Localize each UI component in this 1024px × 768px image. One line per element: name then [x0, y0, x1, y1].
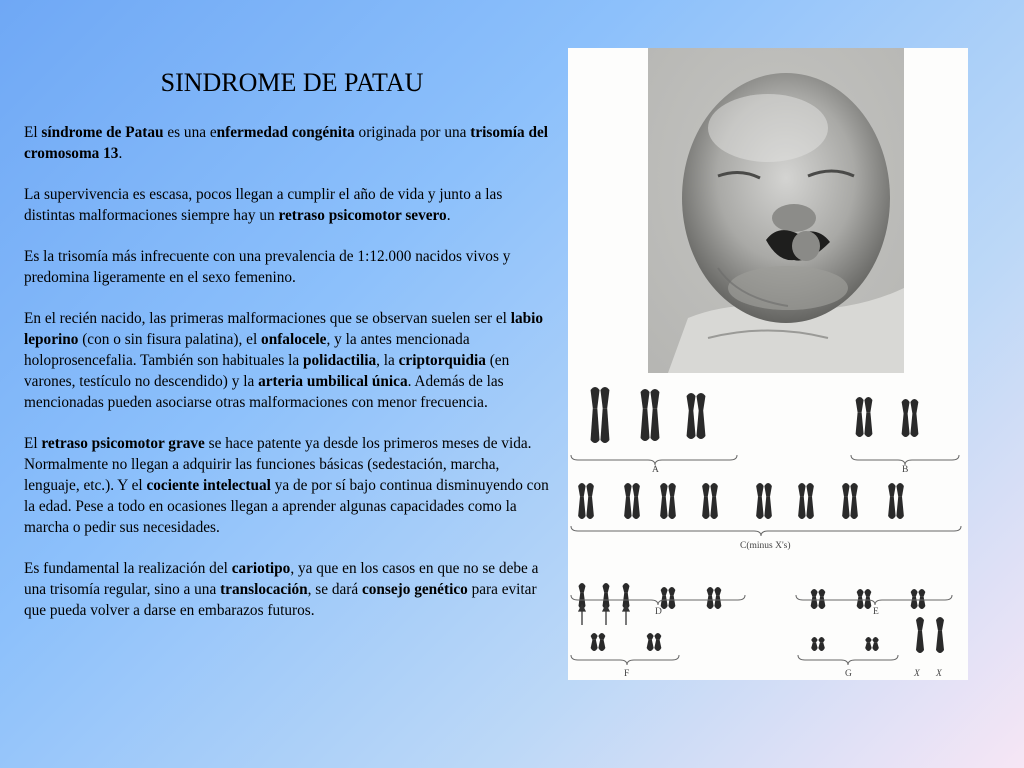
chromosome: [865, 637, 872, 651]
chromosome: [842, 483, 850, 519]
bold-term: trisomía del cromosoma 13: [24, 124, 549, 162]
group-label-x2: X: [936, 669, 942, 679]
chromosome: [714, 587, 721, 609]
group-label-e: E: [873, 607, 879, 617]
text-run: originada por una: [354, 124, 471, 141]
bold-term: retraso psicomotor grave: [41, 435, 205, 452]
bold-term: nfermedad congénita: [216, 124, 355, 141]
chromosome: [818, 637, 825, 651]
chromosome: [641, 389, 650, 441]
bold-term: síndrome de Patau: [41, 124, 164, 141]
group-label-f: F: [624, 669, 630, 679]
chromosome: [902, 399, 910, 437]
chromosome: [578, 483, 586, 519]
group-label-a: A: [652, 465, 659, 475]
text-run: , se dará: [307, 581, 362, 598]
chromosome: [624, 483, 632, 519]
patau-figure: [568, 48, 968, 680]
chromosome: [756, 483, 764, 519]
bold-term: cariotipo: [231, 560, 291, 577]
chromosome: [857, 589, 864, 609]
text-run: (en varones, testículo no descendido) y la: [24, 352, 510, 390]
text-run: En el recién nacido, las primeras malformaciones que se observan suelen ser el: [24, 310, 511, 327]
chromosome: [647, 633, 654, 651]
group-label-g: G: [845, 669, 852, 679]
text-run: La supervivencia es escasa, pocos llegan a cumplir el año de vida y junto a las distintas malformaciones siempre hay un: [24, 186, 503, 224]
bold-term: labio leporino: [24, 310, 544, 348]
text-run: para evitar que pueda volver a darse en embarazos futuros.: [24, 581, 537, 619]
chromosome: [811, 637, 818, 651]
chromosome: [600, 387, 609, 443]
chromosome: [818, 589, 825, 609]
chromosome: [918, 589, 925, 609]
group-label-b: B: [902, 465, 909, 475]
text-run: .: [118, 145, 123, 162]
chromosome: [856, 397, 864, 437]
paragraph-survival: [24, 184, 556, 226]
bold-term: consejo genético: [361, 581, 468, 598]
text-run: , ya que en los casos en que no se debe a una trisomía regular, sino a una: [24, 560, 539, 598]
group-label-d: D: [655, 607, 662, 617]
bold-term: cociente intelectual: [146, 477, 271, 494]
bold-term: retraso psicomotor severo: [278, 207, 447, 224]
chromosome: [632, 483, 640, 519]
chromosome: [696, 393, 705, 439]
karyotype-diagram: [568, 373, 968, 680]
text-run: es una e: [163, 124, 217, 141]
chromosome: [936, 617, 944, 653]
chromosome: [687, 393, 696, 439]
group-label-x1: X: [914, 669, 920, 679]
chromosome: [586, 483, 594, 519]
text-run: ya de por sí bajo continua disminuyendo con la edad. Pese a todo en ocasiones llegan a aprender algunas capacidades como la marcha o pedir sus necesidades.: [24, 477, 549, 536]
chromosome: [916, 617, 924, 653]
chromosome: [668, 587, 675, 609]
bold-term: polidactilia: [303, 352, 377, 369]
chromosome: [591, 387, 600, 443]
chromosome: [710, 483, 718, 519]
group-label-c: C(minus X's): [740, 541, 791, 551]
paragraph-malformations: [24, 308, 556, 413]
chromosome: [764, 483, 772, 519]
bold-term: translocación: [220, 581, 308, 598]
infant-photo: [648, 48, 904, 373]
bold-term: criptorquidia: [398, 352, 486, 369]
chromosome: [806, 483, 814, 519]
chromosome: [910, 399, 918, 437]
description-text: [24, 122, 556, 641]
text-run: El: [24, 124, 42, 141]
paragraph-karyotype: [24, 558, 556, 621]
chromosome: [598, 633, 605, 651]
paragraph-definition: [24, 122, 556, 164]
chromosome: [650, 389, 659, 441]
chromosome: [798, 483, 806, 519]
chromosome: [850, 483, 858, 519]
text-run: , y la antes mencionada holoprosencefalia. También son habituales la: [24, 331, 470, 369]
chromosome: [707, 587, 714, 609]
paragraph-psychomotor: [24, 433, 556, 538]
chromosome: [911, 589, 918, 609]
chromosome: [888, 483, 896, 519]
chromosome: [864, 397, 872, 437]
chromosome: [661, 587, 668, 609]
bold-term: onfalocele: [261, 331, 327, 348]
page-title: SINDROME DE PATAU: [160, 68, 424, 97]
chromosome: [702, 483, 710, 519]
bold-term: arteria umbilical única: [258, 373, 408, 390]
chromosome: [872, 637, 879, 651]
chromosome: [660, 483, 668, 519]
chromosome: [811, 589, 818, 609]
chromosome: [654, 633, 661, 651]
chromosome: [864, 589, 871, 609]
text-run: se hace patente ya desde los primeros meses de vida. Normalmente no llegan a adquirir las funciones básicas (sedestación, marcha, lenguaje, etc.). Y el: [24, 435, 532, 494]
chromosome: [668, 483, 676, 519]
text-run: Es la trisomía más infrecuente con una prevalencia de 1:12.000 nacidos vivos y predomina ligeramente en el sexo femenino.: [24, 248, 511, 286]
text-run: (con o sin fisura palatina), el: [78, 331, 262, 348]
text-run: El: [24, 435, 42, 452]
text-run: Es fundamental la realización del: [24, 560, 232, 577]
text-run: .: [446, 207, 451, 224]
chromosome: [591, 633, 598, 651]
text-run: , la: [376, 352, 399, 369]
chromosome: [896, 483, 904, 519]
text-run: . Además de las mencionadas pueden asociarse otras malformaciones con menor frecuencia.: [24, 373, 504, 411]
paragraph-prevalence: [24, 246, 556, 288]
